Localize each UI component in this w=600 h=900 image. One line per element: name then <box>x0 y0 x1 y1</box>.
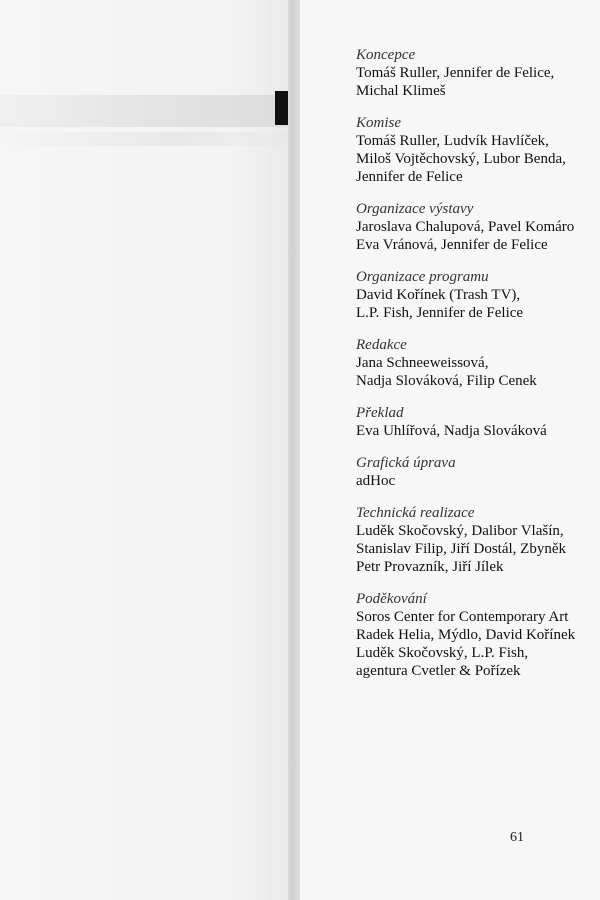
credit-section-technicka-realizace <box>356 504 600 576</box>
credit-line: Nadja Slováková, Filip Cenek <box>356 373 537 389</box>
credit-line: Stanislav Filip, Jiří Dostál, Zbyněk <box>356 541 566 557</box>
credit-section-komise <box>356 114 600 186</box>
credit-line: agentura Cvetler & Pořízek <box>356 663 521 679</box>
credit-line: Eva Vránová, Jennifer de Felice <box>356 237 548 253</box>
credit-line: Radek Helia, Mýdlo, David Kořínek <box>356 627 576 643</box>
credit-section-podekovani <box>356 590 600 680</box>
section-heading: Organizace výstavy <box>356 201 474 217</box>
credit-section-organizace-vystavy <box>356 200 600 254</box>
credit-section-organizace-programu <box>356 268 600 322</box>
left-page <box>0 0 292 900</box>
credit-section-preklad <box>356 404 600 440</box>
section-heading: Grafická úprava <box>356 455 456 471</box>
credit-line: David Kořínek (Trash TV), <box>356 287 521 303</box>
credit-line: L.P. Fish, Jennifer de Felice <box>356 305 524 321</box>
section-heading: Organizace programu <box>356 269 489 285</box>
section-heading: Redakce <box>356 337 407 353</box>
credit-section-graficka-uprava <box>356 454 600 490</box>
section-heading: Poděkování <box>356 591 427 607</box>
credit-line: Miloš Vojtěchovský, Lubor Benda, <box>356 151 566 167</box>
section-heading: Koncepce <box>356 47 416 63</box>
credit-section-koncepce <box>356 46 600 100</box>
credit-line: Soros Center for Contemporary Art <box>356 609 569 625</box>
section-heading: Komise <box>356 115 401 131</box>
credit-line: Jana Schneeweissová, <box>356 355 489 371</box>
credit-section-redakce <box>356 336 600 390</box>
credit-line: Jennifer de Felice <box>356 169 463 185</box>
black-marker-tab <box>275 91 289 125</box>
section-heading: Překlad <box>356 405 404 421</box>
credit-line: Michal Klimeš <box>356 83 446 99</box>
credit-line: Jaroslava Chalupová, Pavel Komáro <box>356 219 575 235</box>
page-number: 61 <box>510 830 524 845</box>
credit-line: Tomáš Ruller, Jennifer de Felice, <box>356 65 555 81</box>
credits-list <box>356 46 600 694</box>
credit-line: Luděk Skočovský, Dalibor Vlašín, <box>356 523 564 539</box>
section-heading: Technická realizace <box>356 505 475 521</box>
credit-line: Eva Uhlířová, Nadja Slováková <box>356 423 547 439</box>
credit-line: Tomáš Ruller, Ludvík Havlíček, <box>356 133 549 149</box>
credit-line: Luděk Skočovský, L.P. Fish, <box>356 645 529 661</box>
faded-band-shadow <box>0 132 290 146</box>
credit-line: adHoc <box>356 473 396 489</box>
faded-title-band <box>0 95 290 127</box>
credit-line: Petr Provazník, Jiří Jílek <box>356 559 504 575</box>
